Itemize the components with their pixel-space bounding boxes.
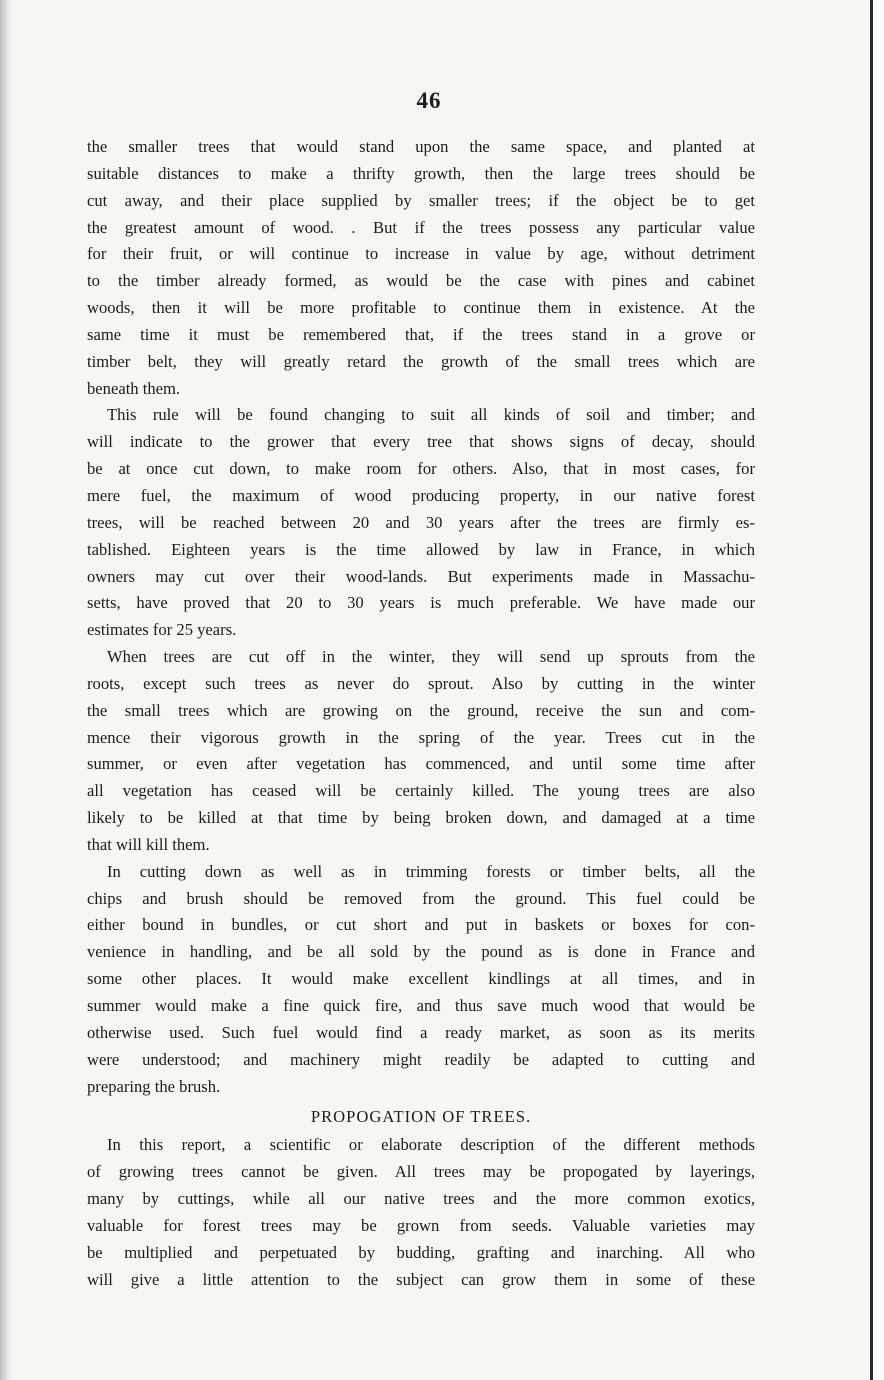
text-line: venience in handling, and be all sold by the pound as is done in France and xyxy=(87,942,755,962)
text-line: owners may cut over their wood-lands. But experiments made in Massachu- xyxy=(87,566,755,586)
text-line: the small trees which are growing on the ground, receive the sun and com- xyxy=(87,700,755,720)
text-line: mere fuel, the maximum of wood producing property, in our native forest xyxy=(87,485,755,505)
text-line: to the timber already formed, as would be the case with pines and cabinet xyxy=(87,271,755,291)
text-line: suitable distances to make a thrifty growth, then the large trees should be xyxy=(87,163,755,183)
text-line: mence their vigorous growth in the spring of the year. Trees cut in the xyxy=(87,727,755,747)
text-line: valuable for forest trees may be grown from seeds. Valuable varieties may xyxy=(87,1215,755,1235)
text-line: estimates for 25 years. xyxy=(87,620,237,640)
text-line: will indicate to the grower that every tree that shows signs of decay, should xyxy=(87,432,755,452)
text-line: all vegetation has ceased will be certainly killed. The young trees are also xyxy=(87,781,755,801)
text-line: In cutting down as well as in trimming forests or timber belts, all the xyxy=(107,861,755,881)
text-line: likely to be killed at that time by being broken down, and damaged at a time xyxy=(87,808,755,828)
text-line: summer, or even after vegetation has commenced, and until some time after xyxy=(87,754,755,774)
text-line: either bound in bundles, or cut short and put in baskets or boxes for con- xyxy=(87,915,755,935)
text-line: many by cuttings, while all our native trees and the more common exotics, xyxy=(87,1189,755,1209)
text-line: timber belt, they will greatly retard the growth of the small trees which are xyxy=(87,351,755,371)
text-line: trees, will be reached between 20 and 30 years after the trees are firmly es- xyxy=(87,512,755,532)
text-line: preparing the brush. xyxy=(87,1076,221,1096)
text-line: of growing trees cannot be given. All trees may be propogated by layerings, xyxy=(87,1162,755,1182)
text-line: beneath them. xyxy=(87,378,181,398)
text-line: setts, have proved that 20 to 30 years is much preferable. We have made our xyxy=(87,593,755,613)
text-line: otherwise used. Such fuel would find a ready market, as soon as its merits xyxy=(87,1022,755,1042)
text-line: When trees are cut off in the winter, they will send up sprouts from the xyxy=(107,647,755,667)
text-line: In this report, a scientific or elaborate description of the different methods xyxy=(107,1135,755,1155)
text-line: woods, then it will be more profitable to continue them in existence. At the xyxy=(87,298,755,318)
text-line: that will kill them. xyxy=(87,834,210,854)
text-line: for their fruit, or will continue to increase in value by age, without detriment xyxy=(87,244,755,264)
text-line: will give a little attention to the subject can grow them in some of these xyxy=(87,1269,755,1289)
body-text xyxy=(87,134,755,1293)
section-heading: PROPOGATION OF TREES. xyxy=(310,1107,532,1127)
text-line: be multiplied and perpetuated by budding, grafting and inarching. All who xyxy=(87,1242,755,1262)
text-line: roots, except such trees as never do sprout. Also by cutting in the winter xyxy=(87,673,755,693)
text-line: were understood; and machinery might readily be adapted to cutting and xyxy=(87,1049,755,1069)
text-line: cut away, and their place supplied by smaller trees; if the object be to get xyxy=(87,190,755,210)
page-number: 46 xyxy=(416,88,442,113)
text-line: tablished. Eighteen years is the time allowed by law in France, in which xyxy=(87,539,755,559)
page-gutter-shadow xyxy=(0,0,12,1380)
text-line: summer would make a fine quick fire, and thus save much wood that would be xyxy=(87,996,755,1015)
text-line: the greatest amount of wood. . But if the trees possess any particular value xyxy=(87,217,755,237)
text-line: same time it must be remembered that, if the trees stand in a grove or xyxy=(87,324,755,344)
text-line: chips and brush should be removed from the ground. This fuel could be xyxy=(87,888,755,908)
text-line: be at once cut down, to make room for others. Also, that in most cases, for xyxy=(87,459,755,479)
text-line: some other places. It would make excellent kindlings at all times, and in xyxy=(87,969,755,989)
text-line: This rule will be found changing to suit all kinds of soil and timber; and xyxy=(107,405,755,425)
text-line: the smaller trees that would stand upon the same space, and planted at xyxy=(87,137,755,156)
page-edge-margin xyxy=(873,0,884,1380)
